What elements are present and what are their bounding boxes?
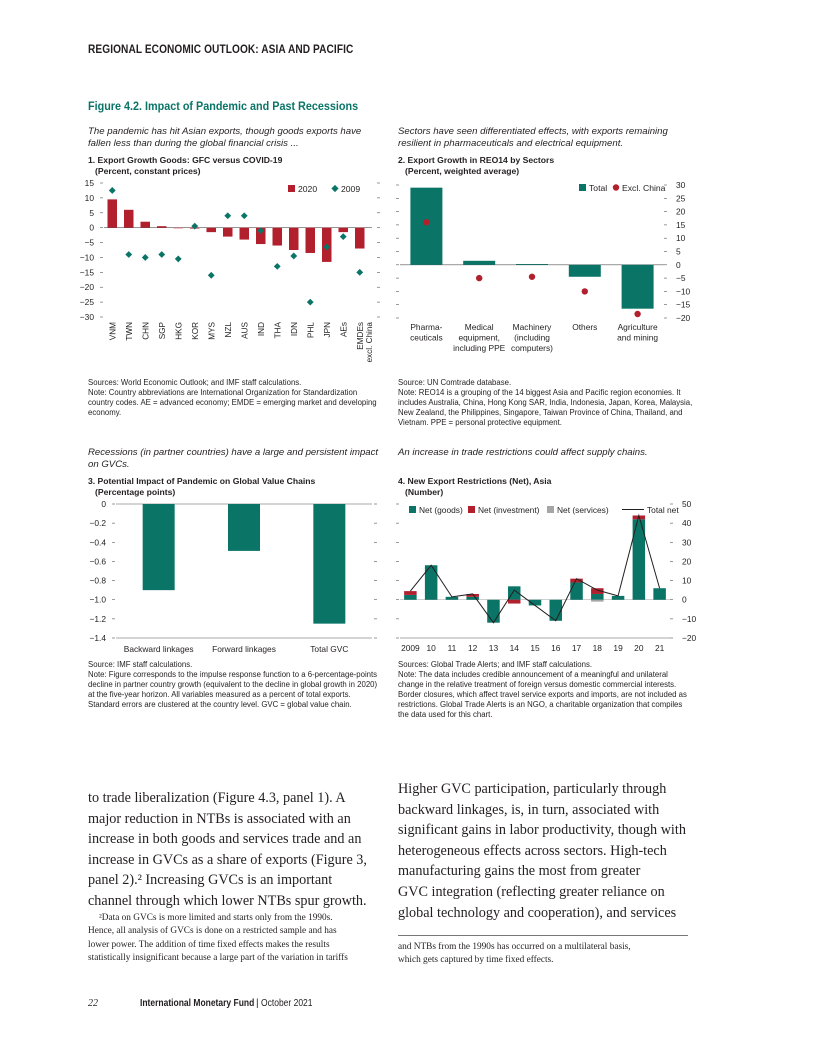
x-tick-label: AUS [240,322,250,339]
x-tick-label: 19 [613,643,623,653]
body-line: backward linkages, is, in turn, associated with [398,801,660,818]
panel2-subtitle: Sectors have seen differentiated effects, with exports remaining resilient in pharmaceuticals and electrical equipment. [398,126,668,149]
bar-2020-aes [339,228,349,232]
footnote-line: which gets captured by time fixed effects. [398,955,554,966]
page-number: 22 [88,998,98,1009]
bar-total [463,261,495,265]
bar-total-gvc [313,504,345,624]
y-tick-label: 25 [676,193,686,204]
y-tick-label: −20 [682,633,697,643]
x-tick-label: equipment, [458,332,500,343]
marker-2009-aes [340,233,347,240]
x-tick-label: 15 [530,643,540,653]
y-tick-label: −0.6 [89,556,106,567]
x-tick-label: excl. China [364,322,374,363]
body-line: Higher GVC participation, particularly through [398,781,667,797]
panel1-unit: (Percent, constant prices) [95,166,201,176]
panel3-note: Note: Figure corresponds to the impulse response function to a 6-percentage-points decline in partner country growth (equivalent to the decline in global growth in 2020) at the five-year horizon. All variables measured as a percent of total exports. Standard errors are clustered at the country level. GVC = global value chain. [88,670,378,709]
x-tick-label: 11 [447,643,457,653]
x-tick-label: PHL [306,322,316,338]
x-tick-label: IDN [289,322,299,337]
y-tick-label: 20 [676,206,686,217]
bar-goods [591,594,604,600]
y-tick-label: −1.0 [89,594,106,605]
marker-excl-china [423,219,429,225]
bar-2020-nzl [223,228,233,237]
y-tick-label: 0 [101,499,106,509]
bar-2020-aus [240,228,250,240]
legend-swatch-total [579,184,586,191]
y-tick-label: −20 [676,313,691,323]
body-line: GVC integration (reflecting greater reliance on [398,883,665,900]
chart-export-restrictions [392,498,697,656]
y-tick-label: 40 [682,518,692,529]
x-tick-label: THA [273,322,283,339]
marker-2009-vnm [109,187,116,194]
x-tick-label: computers) [511,343,553,353]
y-tick-label: −10 [682,613,697,624]
marker-2009-emdes [356,269,363,276]
bar-2020-emdes [355,228,365,249]
bar-2020-tha [273,228,283,246]
x-tick-label: 12 [468,643,478,653]
x-tick-label: SGP [157,322,167,340]
panel1-title: 1. Export Growth Goods: GFC versus COVID-19 [88,155,283,165]
y-tick-label: 5 [676,246,681,257]
x-tick-label: Others [572,322,598,332]
marker-2009-phl [307,299,314,306]
bar-2020-vnm [108,199,118,227]
bar-investment [404,591,417,595]
panel3-title: 3. Potential Impact of Pandemic on Global Value Chains [88,476,316,486]
footnote-line: lower power. The addition of time fixed effects makes the results [88,939,330,950]
body-line: channel through which lower NTBs spur growth. [88,892,367,909]
x-tick-label: 16 [551,643,561,653]
y-tick-label: 5 [89,207,94,218]
marker-2009-sgp [158,251,165,258]
marker-excl-china [582,288,588,294]
bar-2020-mys [207,228,217,232]
x-tick-label: 10 [426,643,436,653]
x-tick-label: IND [256,322,266,337]
y-tick-label: 10 [84,192,94,203]
bar-2020-sgp [157,226,167,227]
body-line: heterogeneous effects across sectors. High-tech [398,842,667,859]
footnote-line: Hence, all analysis of GVCs is done on a restricted sample and has [88,926,337,937]
bar-goods [612,596,625,600]
chart-export-growth-goods [80,176,386,374]
x-tick-label: Pharma- [410,322,443,332]
y-tick-label: 0 [682,594,687,605]
panel4-title: 4. New Export Restrictions (Net), Asia [398,476,552,486]
y-tick-label: 10 [676,233,686,244]
x-tick-label: HKG [174,322,184,340]
panel4-note: Note: The data includes credible announcement of a meaningful and unilateral change in the relative treatment of foreign versus domestic commercial interests. Border closures, which affect travel service exports and imports, are not included as restrictions. Global Trade Alerts is an NGO, a charitable organization that compiles the data used for this chart. [398,670,687,719]
panel3-subtitle: Recessions (in partner countries) have a large and persistent impact on GVCs. [88,447,379,470]
y-tick-label: −15 [79,267,94,278]
x-tick-label: ceuticals [410,332,443,343]
chart-gvc-impact [80,498,386,656]
x-tick-label: TWN [124,322,134,341]
bar-2020-phl [306,228,316,253]
panel2-source: Source: UN Comtrade database. [398,378,512,387]
bar-total [516,264,548,265]
x-tick-label: Machinery [512,322,552,332]
legend-label-total-net: Total net [647,505,679,515]
x-tick-label: (including [514,332,550,343]
y-tick-label: −0.4 [89,537,106,548]
x-tick-label: 20 [634,643,644,653]
y-tick-label: −1.2 [89,613,106,624]
body-line: to trade liberalization (Figure 4.3, panel 1). A [88,790,346,806]
panel1-subtitle: The pandemic has hit Asian exports, though goods exports have fallen less than during the global financial crisis ... [88,126,362,149]
legend-swatch-goods [409,506,416,513]
marker-2009-idn [290,253,297,260]
legend-label-investment: Net (investment) [478,505,540,515]
legend-swatch-investment [468,506,475,513]
legend-swatch-services [547,506,554,513]
legend-label-total: Total [589,183,608,193]
x-tick-label: Backward linkages [123,644,194,654]
y-tick-label: 30 [676,180,686,190]
footnote-divider [398,935,688,936]
publication-date: October 2021 [261,998,313,1009]
y-tick-label: 15 [676,219,686,230]
y-tick-label: 50 [682,499,692,509]
body-line: manufacturing gains the most from greater [398,863,641,880]
footnote-line: ²Data on GVCs is more limited and starts only from the 1990s. [99,913,333,923]
bar-2020-twn [124,210,134,228]
y-tick-label: −25 [79,297,94,308]
x-tick-label: NZL [223,322,233,338]
marker-2009-mys [208,272,215,279]
panel4-source: Sources: Global Trade Alerts; and IMF staff calculations. [398,660,593,669]
x-tick-label: 21 [654,643,665,653]
marker-2009-aus [241,212,248,219]
x-tick-label: 13 [488,643,499,653]
y-tick-label: 30 [682,537,692,548]
x-tick-label: AEs [339,322,349,338]
y-tick-label: −20 [79,282,94,293]
bar-goods [404,595,417,600]
body-line: increase in both goods and services trade and an [88,831,362,848]
x-tick-label: 14 [509,643,519,653]
y-tick-label: 20 [682,556,692,567]
legend-label-excl-china: Excl. China [622,183,666,193]
line-total-net [410,515,659,622]
bar-investment [508,600,521,604]
publisher: International Monetary Fund [139,998,254,1009]
x-tick-label: 17 [571,643,582,653]
y-tick-label: −30 [79,312,94,322]
marker-excl-china [476,275,482,281]
legend-label-services: Net (services) [557,505,609,515]
y-tick-label: 0 [676,259,681,270]
panel2-title: 2. Export Growth in REO14 by Sectors [398,155,555,165]
panel1-source: Sources: World Economic Outlook; and IMF staff calculations. [88,378,302,387]
y-tick-label: 15 [84,178,94,188]
bar-total [569,265,601,277]
footnote-right [398,941,698,968]
bar-backward-linkages [143,504,175,590]
body-line: panel 2).² Increasing GVCs is an important [88,872,333,889]
marker-excl-china [529,274,535,280]
chart-export-growth-sectors [392,176,692,366]
legend-swatch-excl-china [613,184,619,190]
bar-total [622,265,654,309]
marker-2009-nzl [224,212,231,219]
bar-services [591,600,604,602]
y-tick-label: −0.8 [89,575,106,586]
marker-2009-chn [142,254,149,261]
y-tick-label: −1.4 [89,633,106,643]
marker-2009-twn [125,251,132,258]
panel2-note: Note: REO14 is a grouping of the 14 biggest Asia and Pacific region economies. It includes Australia, China, Hong Kong SAR, India, Indonesia, Japan, Korea, Malaysia, New Zealand, the Philippines, Singapore, Taiwan Province of China, Thailand, and Vietnam. PPE = personal protective equipment. [398,388,693,427]
body-line: global technology and cooperation), and services [398,904,677,921]
body-line: major reduction in NTBs is associated with an [88,810,351,827]
y-tick-label: −0.2 [89,518,106,529]
x-tick-label: CHN [141,322,151,340]
panel1-note: Note: Country abbreviations are International Organization for Standardization country codes. AE = advanced economy; EMDE = emerging market and developing economy. [88,388,377,417]
x-tick-label: 2009 [401,643,420,653]
bar-total [410,188,442,265]
y-tick-label: −5 [676,273,686,284]
y-tick-label: −15 [676,299,691,310]
y-tick-label: −10 [79,252,94,263]
bar-2020-hkg [174,228,184,229]
legend-label-goods: Net (goods) [419,505,463,515]
figure-title: Figure 4.2. Impact of Pandemic and Past Recessions [88,99,359,113]
marker-excl-china [634,311,640,317]
marker-2009-tha [274,263,281,270]
x-tick-label: Agriculture [617,322,658,332]
panel4-unit: (Number) [405,487,444,497]
panel3-unit: (Percentage points) [95,487,176,497]
legend-swatch-2009 [331,185,338,192]
bar-2020-chn [141,222,151,228]
body-line: significant gains in labor productivity, though with [398,822,686,839]
x-tick-label: Forward linkages [212,644,276,654]
page-footer: 22 International Monetary Fund | October 2021 [88,998,313,1009]
panel2-unit: (Percent, weighted average) [405,166,520,176]
x-tick-label: MYS [207,322,217,340]
x-tick-label: Medical [464,322,494,332]
x-tick-label: 18 [592,643,602,653]
footnote-left [88,912,388,965]
x-tick-label: Total GVC [310,644,349,654]
panel4-subtitle: An increase in trade restrictions could affect supply chains. [398,447,648,458]
body-left-column [88,788,388,912]
legend-label-2009: 2009 [341,184,361,194]
x-tick-label: EMDEs [355,322,365,350]
y-tick-label: 0 [89,222,94,233]
footnote-line: and NTBs from the 1990s has occurred on a multilateral basis, [398,942,631,952]
bar-goods [570,582,583,599]
running-header: REGIONAL ECONOMIC OUTLOOK: ASIA AND PACIFIC [88,44,354,56]
bar-goods [653,588,666,599]
x-tick-label: JPN [322,322,332,338]
x-tick-label: including PPE [453,343,506,353]
marker-2009-hkg [175,256,182,263]
footnote-line: statistically insignificant because a large part of the variation in tariffs [88,952,348,963]
legend-swatch-2020 [288,185,295,192]
y-tick-label: 10 [682,575,692,586]
bar-goods [487,600,500,623]
y-tick-label: −5 [84,237,94,248]
bar-2020-idn [289,228,299,250]
panel3-source: Source: IMF staff calculations. [88,660,193,669]
body-right-column [398,779,698,923]
x-tick-label: KOR [190,322,200,340]
legend-label-2020: 2020 [298,184,318,194]
bar-forward-linkages [228,504,260,551]
x-tick-label: VNM [108,322,118,341]
body-line: increase in GVCs as a share of exports (Figure 3, [88,851,367,868]
x-tick-label: and mining [617,332,659,343]
y-tick-label: −10 [676,286,691,297]
